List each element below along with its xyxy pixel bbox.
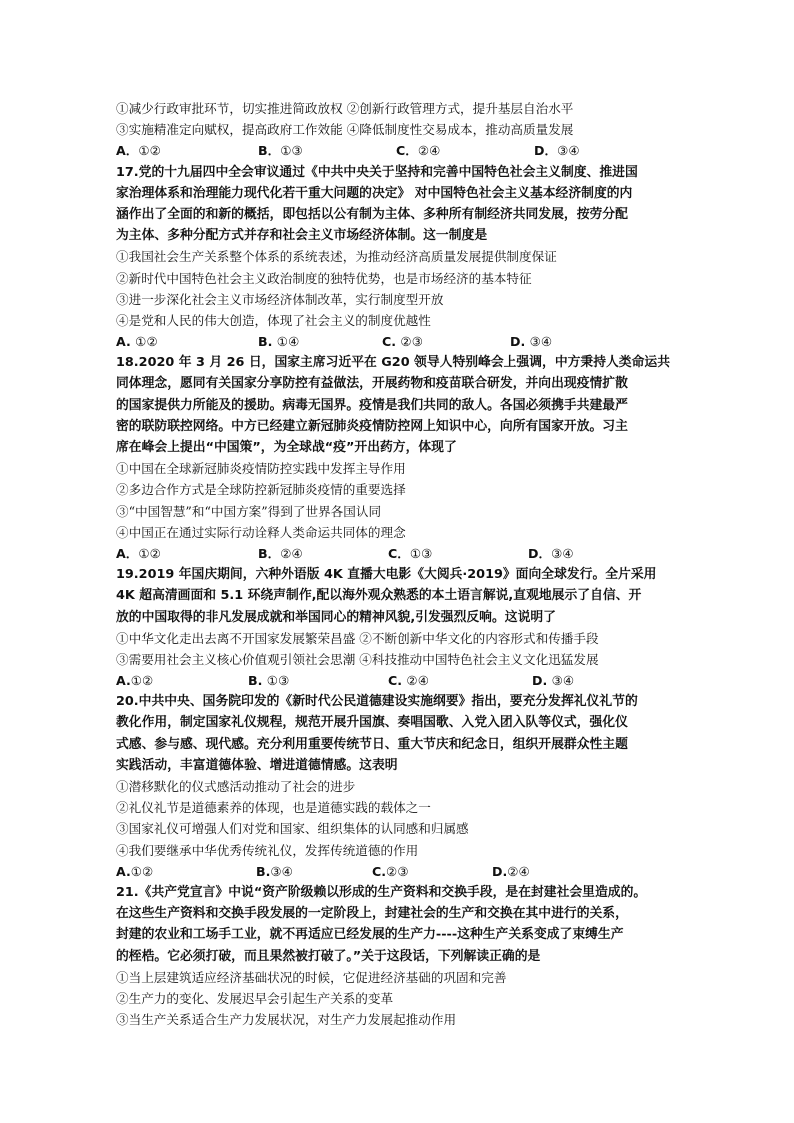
question-17 (116, 162, 684, 353)
answer-a: A. ①② (116, 334, 158, 350)
option-4: ④中国正在通过实际行动诠释人类命运共同体的理念 (116, 524, 406, 540)
option-line: ③需要用社会主义核心价值观引领社会思潮 ④科技推动中国特色社会主义文化迅猛发展 (116, 651, 599, 667)
option-3: ③当生产关系适合生产力发展状况，对生产力发展起推动作用 (116, 1012, 457, 1028)
question-16 (116, 98, 684, 162)
question-stem-line: 的国家提供力所能及的援助。病毒无国界。疫情是我们共同的敌人。各国必须携手共建最严 (116, 397, 628, 413)
option-2: ②新时代中国特色社会主义政治制度的独特优势，也是市场经济的基本特征 (116, 270, 532, 286)
question-stem-line: 17.党的十九届四中全会审议通过《中共中央关于坚持和完善中国特色社会主义制度、推进国 (116, 164, 638, 180)
option-1: ①我国社会生产关系整个体系的系统表述，为推动经济高质量发展提供制度保证 (116, 249, 557, 265)
question-19 (116, 564, 684, 691)
answer-a: A．①② (116, 143, 161, 159)
question-stem-line: 放的中国取得的非凡发展成就和举国同心的精神风貌,引发强烈反响。这说明了 (116, 609, 556, 625)
question-stem-line: 同体理念，愿同有关国家分享防控有益做法，开展药物和疫苗联合研发，并向出现疫情扩散 (116, 376, 628, 392)
answer-c: C.②③ (372, 863, 409, 879)
option-4: ④是党和人民的伟大创造，体现了社会主义的制度优越性 (116, 312, 431, 328)
answer-c: C．②④ (396, 143, 441, 159)
answer-d: D.②④ (492, 863, 530, 879)
question-stem-line: 的桎梏。它必须打破，而且果然被打破了。”关于这段话，下列解读正确的是 (116, 948, 541, 964)
answer-d: D．③④ (534, 143, 580, 159)
question-stem-line: 为主体、多种分配方式并存和社会主义市场经济体制。这一制度是 (116, 228, 488, 244)
option-2: ②多边合作方式是全球防控新冠肺炎疫情的重要选择 (116, 482, 406, 498)
answer-c: C．①③ (388, 545, 433, 561)
answer-choices (116, 331, 684, 352)
answer-a: A．①② (116, 545, 161, 561)
option-line: ③实施精准定向赋权，提高政府工作效能 ④降低制度性交易成本，推动高质量发展 (116, 122, 574, 138)
question-18 (116, 352, 684, 564)
answer-a: A.①② (116, 673, 154, 689)
exam-content (116, 98, 684, 1030)
question-20 (116, 691, 684, 882)
answer-choices (116, 861, 684, 882)
question-stem-line: 20.中共中央、国务院印发的《新时代公民道德建设实施纲要》指出，要充分发挥礼仪礼节的 (116, 694, 638, 710)
answer-c: C. ②④ (388, 673, 430, 689)
answer-choices (116, 543, 684, 564)
question-stem-line: 21.《共产党宣言》中说“资产阶级赖以形成的生产资料和交换手段，是在封建社会里造成的。 (116, 884, 647, 900)
option-3: ③国家礼仪可增强人们对党和国家、组织集体的认同感和归属感 (116, 821, 469, 837)
question-21 (116, 882, 684, 1030)
answer-a: A.①② (116, 863, 154, 879)
question-stem-line: 家治理体系和治理能力现代化若干重大问题的决定》 对中国特色社会主义基本经济制度的内 (116, 185, 633, 201)
answer-choices (116, 140, 684, 161)
question-stem-line: 在这些生产资料和交换手段发展的一定阶段上，封建社会的生产和交换在其中进行的关系， (116, 906, 628, 922)
question-stem-line: 席在峰会上提出“中国策”，为全球战“疫”开出药方，体现了 (116, 440, 457, 455)
question-stem-line: 19.2019 年国庆期间，六种外语版 4K 直播大电影《大阅兵·2019》面向全球发行。全片采用 (116, 567, 657, 583)
option-line: ①减少行政审批环节，切实推进简政放权 ②创新行政管理方式，提升基层自治水平 (116, 101, 574, 116)
question-stem-line: 密的联防联控网络。中方已经建立新冠肺炎疫情防控网上知识中心，向所有国家开放。习主 (116, 418, 628, 434)
answer-b: B. ①③ (248, 673, 290, 689)
answer-b: B. ①④ (258, 334, 300, 350)
question-stem-line: 涵作出了全面的和新的概括，即包括以公有制为主体、多种所有制经济共同发展，按劳分配 (116, 206, 628, 222)
question-stem-line: 18.2020 年 3 月 26 日，国家主席习近平在 G20 领导人特别峰会上强调，中方秉持人类命运共 (116, 355, 670, 371)
answer-d: D．③④ (528, 545, 574, 561)
question-stem-line: 教化作用，制定国家礼仪规程，规范开展升国旗、奏唱国歌、入党入团入队等仪式，强化仪 (116, 715, 628, 731)
option-4: ④我们要继承中华优秀传统礼仪，发挥传统道德的作用 (116, 842, 419, 858)
option-1: ①当上层建筑适应经济基础状况的时候，它促进经济基础的巩固和完善 (116, 969, 507, 985)
question-stem-line: 实践活动，丰富道德体验、增进道德情感。这表明 (116, 757, 398, 773)
answer-d: D. ③④ (510, 334, 553, 350)
answer-choices (116, 670, 684, 691)
question-stem-line: 式感、参与感、现代感。充分利用重要传统节日、重大节庆和纪念日，组织开展群众性主题 (116, 736, 628, 752)
question-stem-line: 封建的农业和工场手工业，就不再适应已经发展的生产力----这种生产关系变成了束缚生产 (116, 927, 624, 943)
option-1: ①中国在全球新冠肺炎疫情防控实践中发挥主导作用 (116, 461, 406, 477)
option-line: ①中华文化走出去离不开国家发展繁荣昌盛 ②不断创新中华文化的内容形式和传播手段 (116, 630, 599, 646)
answer-d: D. ③④ (532, 673, 575, 689)
option-2: ②生产力的变化、发展迟早会引起生产关系的变革 (116, 990, 394, 1006)
answer-b: B．②④ (258, 545, 303, 561)
option-2: ②礼仪礼节是道德素养的体现，也是道德实践的载体之一 (116, 800, 431, 816)
question-stem-line: 4K 超高清画面和 5.1 环绕声制作,配以海外观众熟悉的本土语言解说,直观地展示了自信、开 (116, 588, 642, 604)
option-3: ③“中国智慧”和“中国方案”得到了世界各国认同 (116, 503, 382, 519)
option-3: ③进一步深化社会主义市场经济体制改革，实行制度型开放 (116, 291, 444, 307)
answer-c: C. ②③ (382, 334, 424, 350)
answer-b: B.③④ (256, 863, 293, 879)
option-1: ①潜移默化的仪式感活动推动了社会的进步 (116, 779, 356, 794)
answer-b: B．①③ (258, 143, 303, 159)
